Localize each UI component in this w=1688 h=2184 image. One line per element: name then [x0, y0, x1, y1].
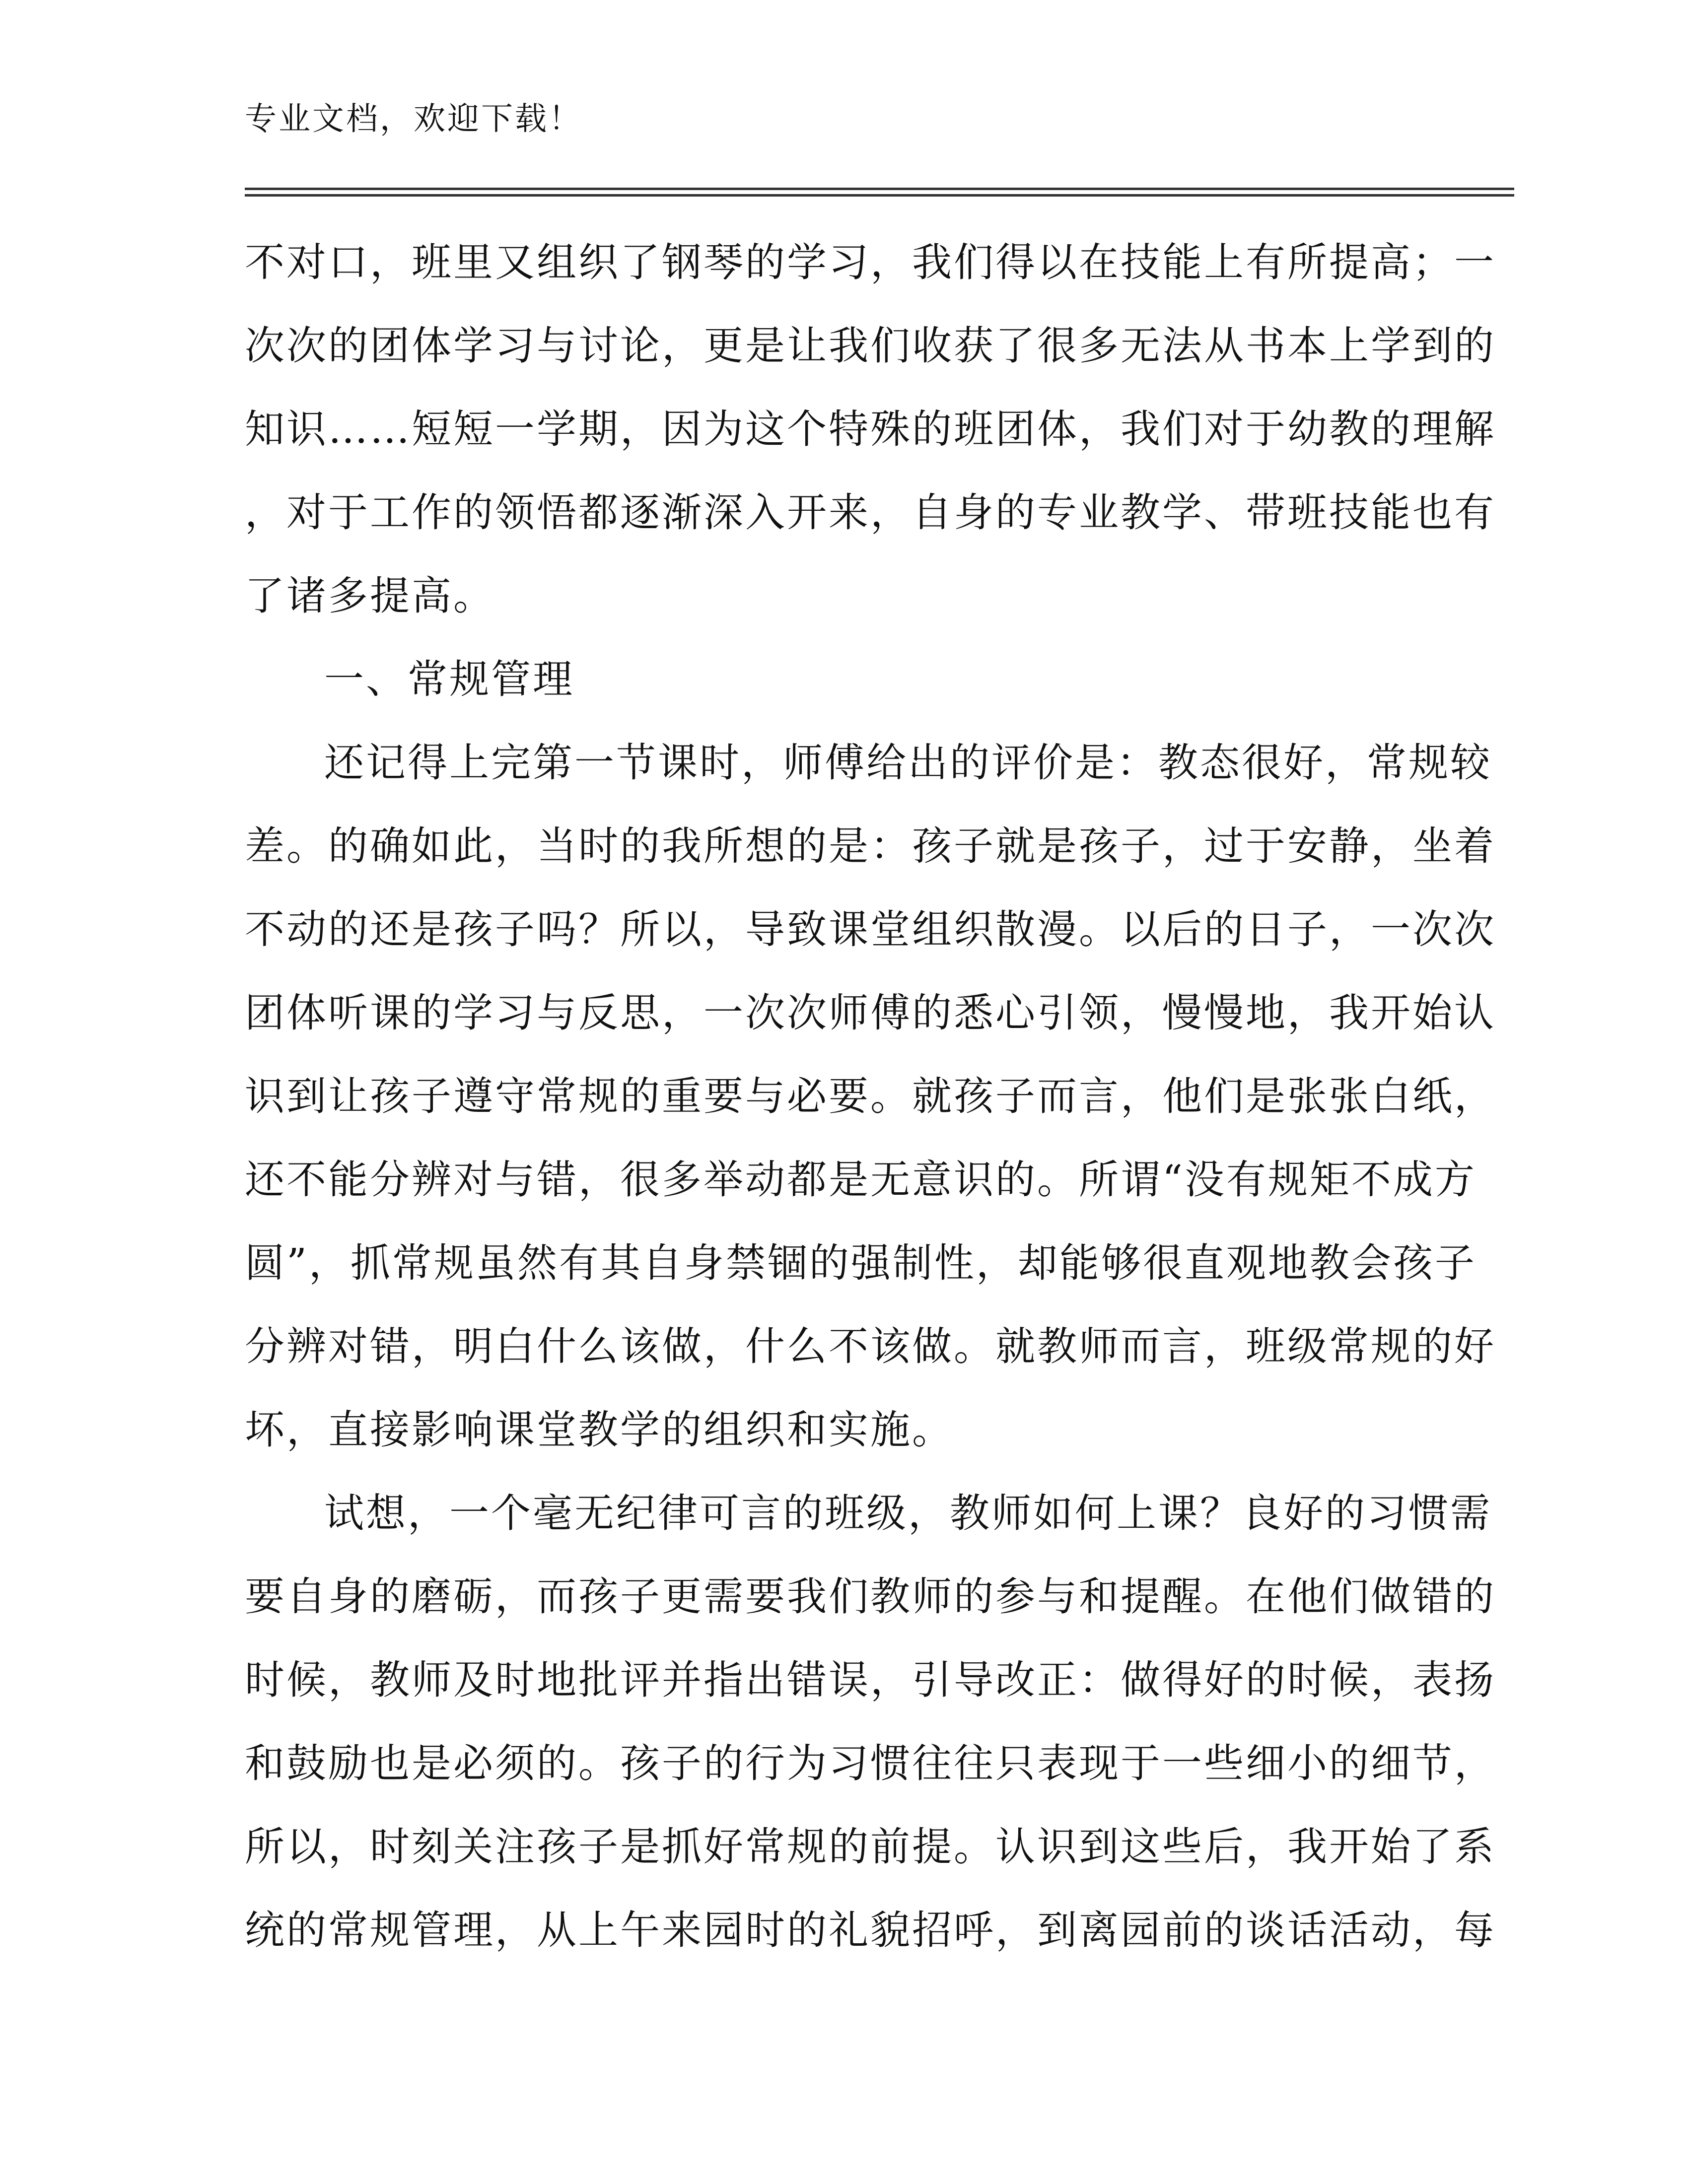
paragraph-continuation — [245, 221, 1496, 638]
paragraph — [245, 1472, 1496, 1972]
text-line: 不动的还是孩子吗？所以，导致课堂组织散漫。以后的日子，一次次 — [245, 906, 1496, 953]
text-line: 不对口，班里又组织了钢琴的学习，我们得以在技能上有所提高；一 — [245, 239, 1496, 285]
text-line: 差。的确如此，当时的我所想的是：孩子就是孩子，过于安静，坐着 — [245, 823, 1496, 869]
text-line: 还记得上完第一节课时，师傅给出的评价是：教态很好，常规较 — [324, 740, 1492, 786]
paragraph — [245, 721, 1496, 1472]
text-line: ，对于工作的领悟都逐渐深入开来，自身的专业教学、带班技能也有 — [245, 489, 1496, 536]
text-line: 还不能分辨对与错，很多举动都是无意识的。所谓“没有规矩不成方 — [245, 1157, 1477, 1203]
text-line: 要自身的磨砺，而孩子更需要我们教师的参与和提醒。在他们做错的 — [245, 1573, 1496, 1620]
text-line: 圆”，抓常规虽然有其自身禁锢的强制性，却能够很直观地教会孩子 — [245, 1240, 1477, 1286]
page-header-text: 专业文档，欢迎下载！ — [245, 101, 582, 137]
text-line: 次次的团体学习与讨论，更是让我们收获了很多无法从书本上学到的 — [245, 323, 1496, 369]
text-line: 坏，直接影响课堂教学的组织和实施。 — [245, 1407, 954, 1453]
text-line: 分辨对错，明白什么该做，什么不该做。就教师而言，班级常规的好 — [245, 1323, 1496, 1369]
text-line: 识到让孩子遵守常规的重要与必要。就孩子而言，他们是张张白纸， — [245, 1073, 1496, 1119]
section-heading — [245, 638, 1436, 721]
text-line: 团体听课的学习与反思，一次次师傅的悉心引领，慢慢地，我开始认 — [245, 990, 1496, 1036]
text-line: 所以，时刻关注孩子是抓好常规的前提。认识到这些后，我开始了系 — [245, 1824, 1496, 1870]
section-heading-text: 一、常规管理 — [324, 656, 574, 702]
body-text — [245, 221, 1496, 1972]
text-line: 试想，一个毫无纪律可言的班级，教师如何上课？良好的习惯需 — [324, 1490, 1492, 1536]
text-line: 时候，教师及时地批评并指出错误，引导改正：做得好的时候，表扬 — [245, 1657, 1496, 1703]
text-line: 了诸多提高。 — [245, 573, 495, 619]
text-line: 知识……短短一学期，因为这个特殊的班团体，我们对于幼教的理解 — [245, 406, 1496, 452]
header-double-rule — [245, 188, 1514, 197]
text-line: 和鼓励也是必须的。孩子的行为习惯往往只表现于一些细小的细节， — [245, 1740, 1496, 1786]
text-line: 统的常规管理，从上午来园时的礼貌招呼，到离园前的谈话活动，每 — [245, 1907, 1496, 1953]
